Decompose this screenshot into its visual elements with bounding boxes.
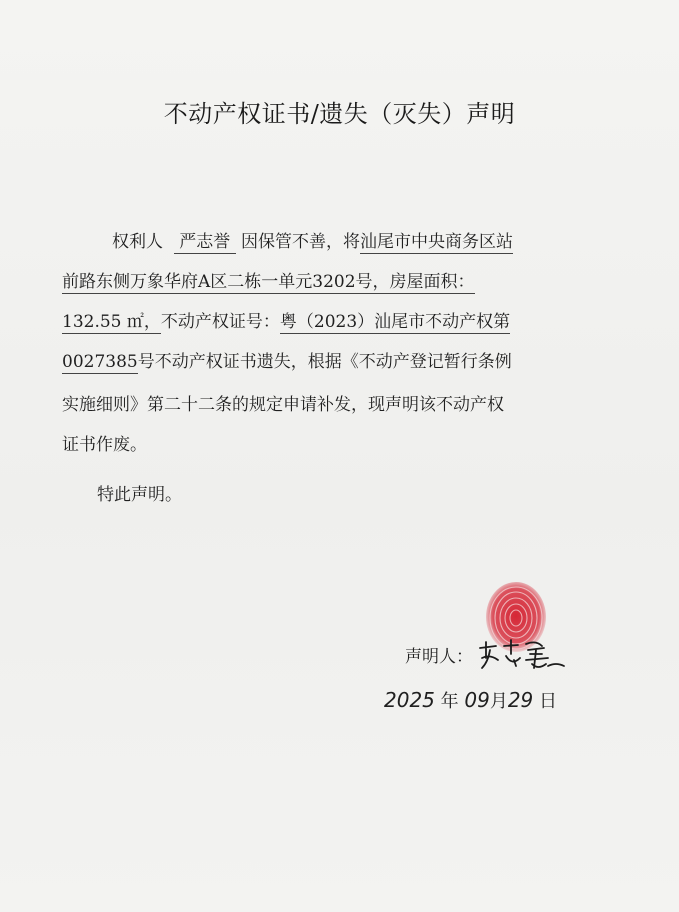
- body-line-4: [62, 350, 512, 374]
- body-line-3: [62, 310, 510, 334]
- body-line-1: [112, 230, 513, 254]
- date-year-label: 年: [440, 691, 459, 712]
- date-month-label: 月: [489, 691, 508, 712]
- area-value: 132.55 ㎡，: [62, 312, 161, 332]
- owner-name: [174, 232, 236, 254]
- cert-number-part-2: 0027385: [62, 352, 138, 372]
- address-part-2: 前路东侧万象华府A区二栋一单元3202号，: [62, 272, 390, 292]
- body-line-4-rest: 号不动产权证书遗失，根据《不动产登记暂行条例: [137, 352, 512, 372]
- address-part-1: 汕尾市中央商务区站: [360, 232, 514, 252]
- body-line-5: 实施细则》第二十二条的规定申请补发，现声明该不动产权: [62, 395, 504, 415]
- owner-label: 权利人: [112, 232, 163, 252]
- cert-label: 不动产权证号：: [160, 312, 280, 332]
- body-line-6: 证书作废。: [62, 435, 147, 455]
- date-day: 29: [507, 688, 534, 712]
- date-year: 2025: [384, 688, 435, 712]
- declaration-date: [384, 688, 557, 714]
- date-day-label: 日: [539, 691, 558, 712]
- handwritten-signature: [476, 636, 566, 676]
- body-line-2: [62, 270, 475, 294]
- cert-number-part-1: 粤（2023）汕尾市不动产权第: [279, 312, 511, 332]
- document-title: 不动产权证书/遗失（灭失）声明: [163, 100, 516, 128]
- body-line-1-mid: 因保管不善，将: [241, 232, 361, 252]
- owner-name-text: 严志誉: [179, 232, 231, 252]
- date-month: 09: [464, 688, 490, 712]
- closing-statement: 特此声明。: [97, 485, 182, 505]
- area-label: 房屋面积：: [389, 272, 475, 292]
- declarant-label: 声明人：: [405, 647, 473, 667]
